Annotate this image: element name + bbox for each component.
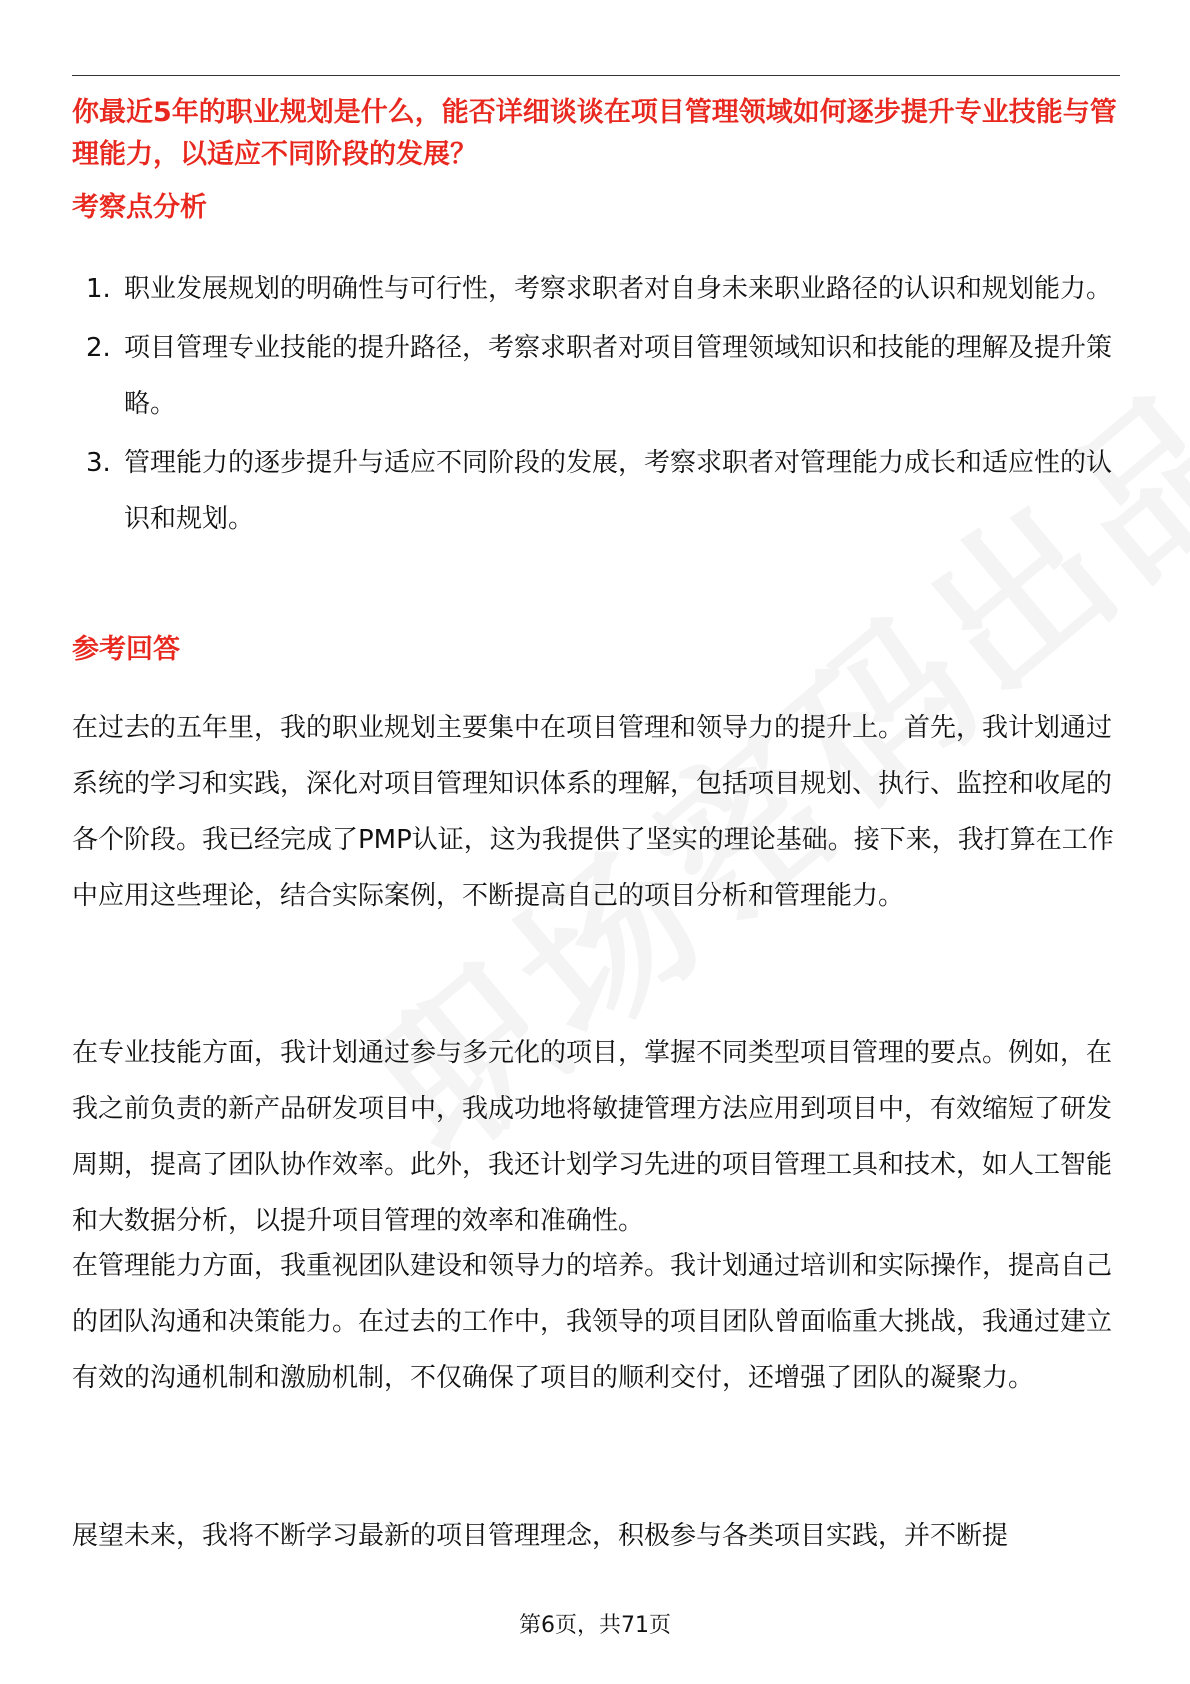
list-item (72, 261, 1122, 317)
answer-paragraph: 在过去的五年里，我的职业规划主要集中在项目管理和领导力的提升上。首先，我计划通过系统的学习和实践，深化对项目管理知识体系的理解，包括项目规划、执行、监控和收尾的各个阶段。我已经完成了PMP认证，这为我提供了坚实的理论基础。接下来，我打算在工作中应用这些理论，结合实际案例，不断提高自己的项目分析和管理能力。 (72, 713, 1114, 911)
analysis-heading: 考察点分析 (72, 192, 207, 223)
list-number: 3. (86, 448, 111, 478)
list-text: 职业发展规划的明确性与可行性，考察求职者对自身未来职业路径的认识和规划能力。 (124, 274, 1113, 304)
answer-paragraph: 在管理能力方面，我重视团队建设和领导力的培养。我计划通过培训和实际操作，提高自己的团队沟通和决策能力。在过去的工作中，我领导的项目团队曾面临重大挑战，我通过建立有效的沟通机制和激励机制，不仅确保了项目的顺利交付，还增强了团队的凝聚力。 (72, 1251, 1113, 1393)
answer-paragraph: 在专业技能方面，我计划通过参与多元化的项目，掌握不同类型项目管理的要点。例如，在我之前负责的新产品研发项目中，我成功地将敏捷管理方法应用到项目中，有效缩短了研发周期，提高了团队协作效率。此外，我还计划学习先进的项目管理工具和技术，如人工智能和大数据分析，以提升项目管理的效率和准确性。 (72, 1038, 1113, 1236)
list-item (72, 435, 1122, 547)
question-title: 你最近5年的职业规划是什么，能否详细谈谈在项目管理领域如何逐步提升专业技能与管理能力，以适应不同阶段的发展？ (72, 97, 1117, 170)
analysis-list (72, 261, 1122, 550)
list-text: 项目管理专业技能的提升路径，考察求职者对项目管理领域知识和技能的理解及提升策略。 (124, 333, 1113, 419)
list-text: 管理能力的逐步提升与适应不同阶段的发展，考察求职者对管理能力成长和适应性的认识和规划。 (124, 448, 1113, 534)
page-footer: 第6页，共71页 (519, 1613, 671, 1638)
list-number: 2. (86, 333, 111, 363)
answer-paragraph: 展望未来，我将不断学习最新的项目管理理念，积极参与各类项目实践，并不断提 (72, 1521, 1009, 1551)
list-item (72, 320, 1122, 432)
list-number: 1. (86, 274, 111, 304)
top-rule (72, 75, 1120, 76)
answer-heading: 参考回答 (72, 634, 180, 665)
